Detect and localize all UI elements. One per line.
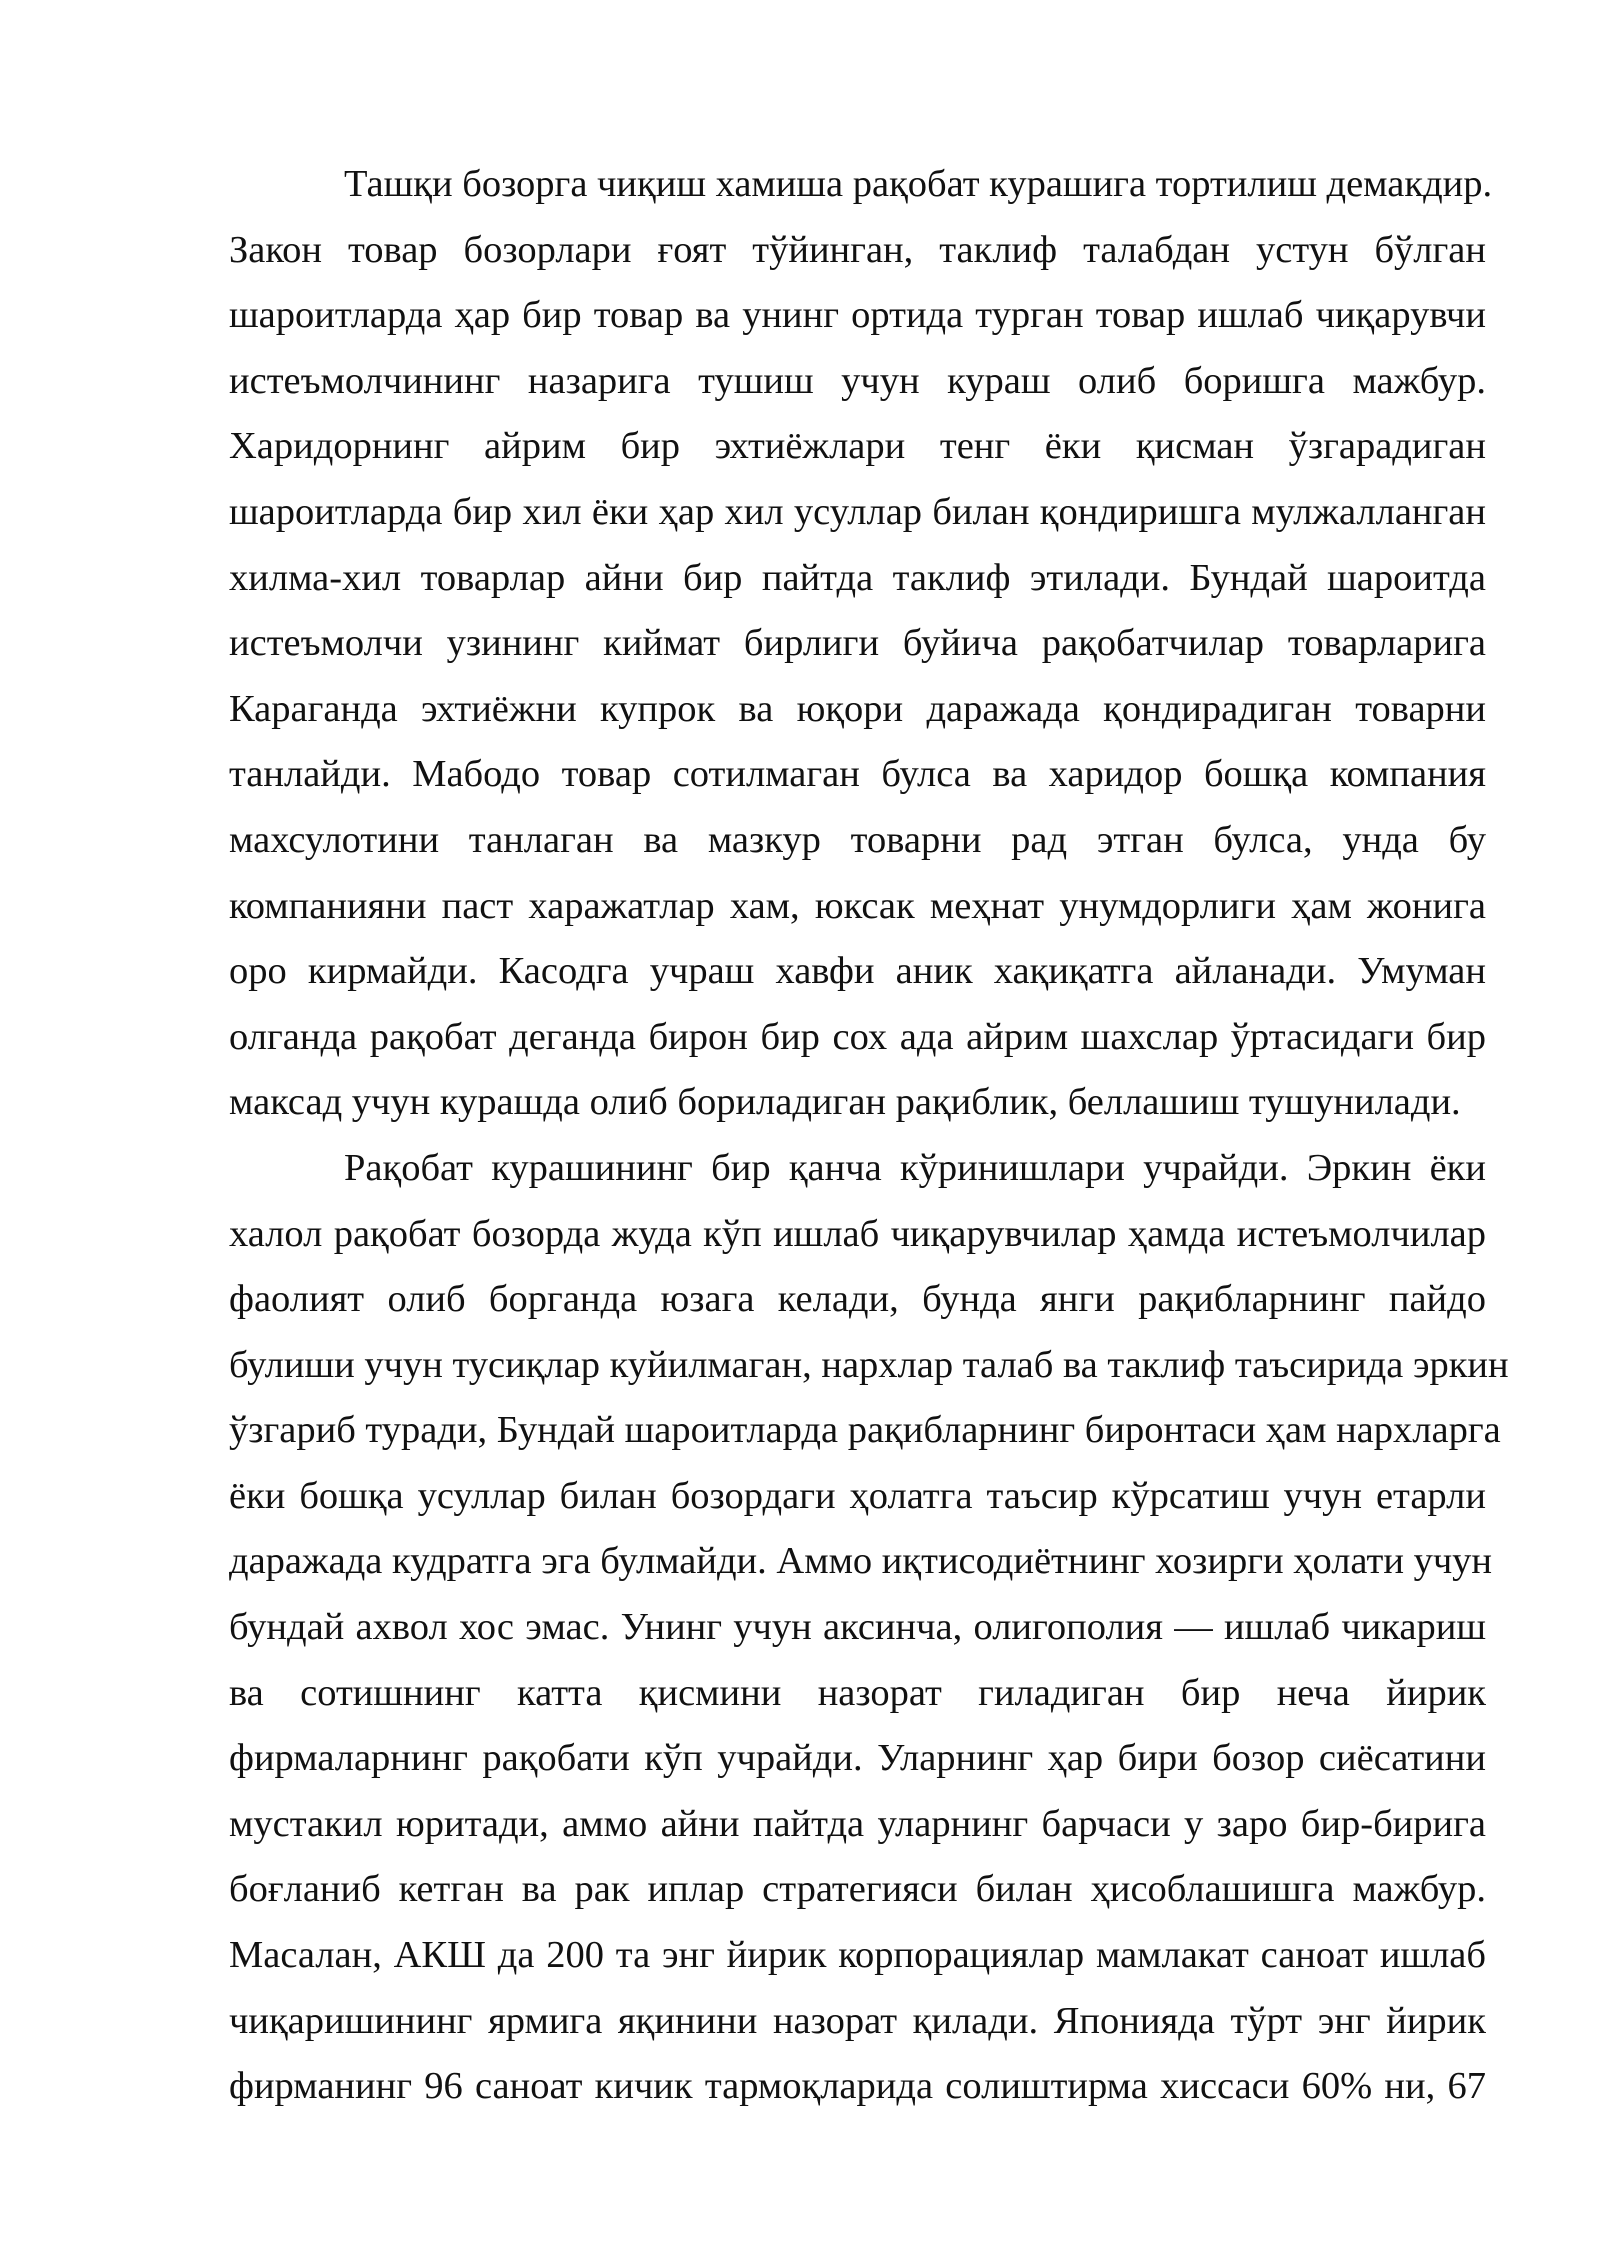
text-line: фирмаларнинг рақобати кўп учрайди. Уларнинг ҳар бири бозор сиёсатини [229,1737,1486,1780]
text-line: булиши учун тусиқлар куйилмаган, нархлар талаб ва таклиф таъсирида эркин [229,1343,1509,1386]
text-line: ёки бошқа усуллар билан бозордаги ҳолатга таъсир кўрсатиш учун етарли [229,1474,1486,1517]
text-line: истеъмолчи узининг киймат бирлиги буйича рақобатчилар товарларига [229,622,1486,665]
text-line: оро кирмайди. Касодга учраш хавфи аник хақиқатга айланади. Умуман [229,950,1486,993]
text-line: шароитларда бир хил ёки ҳар хил усуллар билан қондиришга мулжалланган [229,490,1486,533]
text-line: компанияни паст харажатлар хам, юксак меҳнат унумдорлиги ҳам жонига [229,884,1486,927]
text-line: махсулотини танлаган ва мазкур товарни рад этган булса, унда бу [229,818,1486,861]
text-line: шароитларда ҳар бир товар ва унинг ортида турган товар ишлаб чиқарувчи [229,294,1486,337]
text-line: танлайди. Мабодо товар сотилмаган булса ва харидор бошқа компания [229,753,1486,796]
text-line: Рақобат курашининг бир қанча кўринишлари учрайди. Эркин ёки [344,1146,1486,1189]
text-line: Закон товар бозорлари ғоят тўйинган, таклиф талабдан устун бўлган [229,228,1486,271]
text-line: бундай ахвол хос эмас. Унинг учун аксинча, олигополия — ишлаб чикариш [229,1606,1486,1649]
paragraph-2 [229,1136,1509,2120]
text-line: даражада кудратга эга булмайди. Аммо иқтисодиётнинг хозирги ҳолати учун [229,1540,1493,1583]
text-line: ўзгариб туради, Бундай шароитларда рақибларнинг биронтаси ҳам нархларга [229,1409,1501,1452]
text-line: фаолият олиб борганда юзага келади, бунда янги рақибларнинг пайдо [229,1278,1486,1321]
text-line: боғланиб кетган ва рак иплар стратегияси билан ҳисоблашишга мажбур. [229,1868,1486,1911]
text-line: мустакил юритади, аммо айни пайтда уларнинг барчаси у заро бир-бирига [229,1802,1486,1845]
text-line: чиқаришининг ярмига яқинини назорат қилади. Японияда тўрт энг йирик [229,1999,1486,2042]
text-line: Масалан, АКШ да 200 та энг йирик корпорациялар мамлакат саноат ишлаб [229,1934,1486,1977]
text-line: халол рақобат бозорда жуда кўп ишлаб чиқарувчилар ҳамда истеъмолчилар [229,1212,1486,1255]
text-line: ва сотишнинг катта қисмини назорат гиладиган бир неча йирик [229,1671,1486,1714]
text-line: Ташқи бозорга чиқиш хамиша рақобат курашига тортилиш демакдир. [344,163,1493,205]
text-line: Харидорнинг айрим бир эхтиёжлари тенг ёки қисман ўзгарадиган [229,425,1486,468]
text-line: олганда рақобат деганда бирон бир сох ада айрим шахслар ўртасидаги бир [229,1015,1486,1058]
text-line: Караганда эхтиёжни купрок ва юқори даражада қондирадиган товарни [229,687,1486,730]
text-line: максад учун курашда олиб бориладиган рақиблик, беллашиш тушунилади. [229,1081,1461,1124]
paragraph-1 [229,152,1493,1136]
text-line: фирманинг 96 саноат кичик тармоқларида солиштирма хиссаси 60% ни, 67 [229,2065,1486,2108]
text-line: истеъмолчининг назарига тушиш учун кураш олиб боришга мажбур. [229,359,1486,402]
document-body [229,152,1509,2120]
text-line: хилма-хил товарлар айни бир пайтда таклиф этилади. Бундай шароитда [229,556,1486,599]
